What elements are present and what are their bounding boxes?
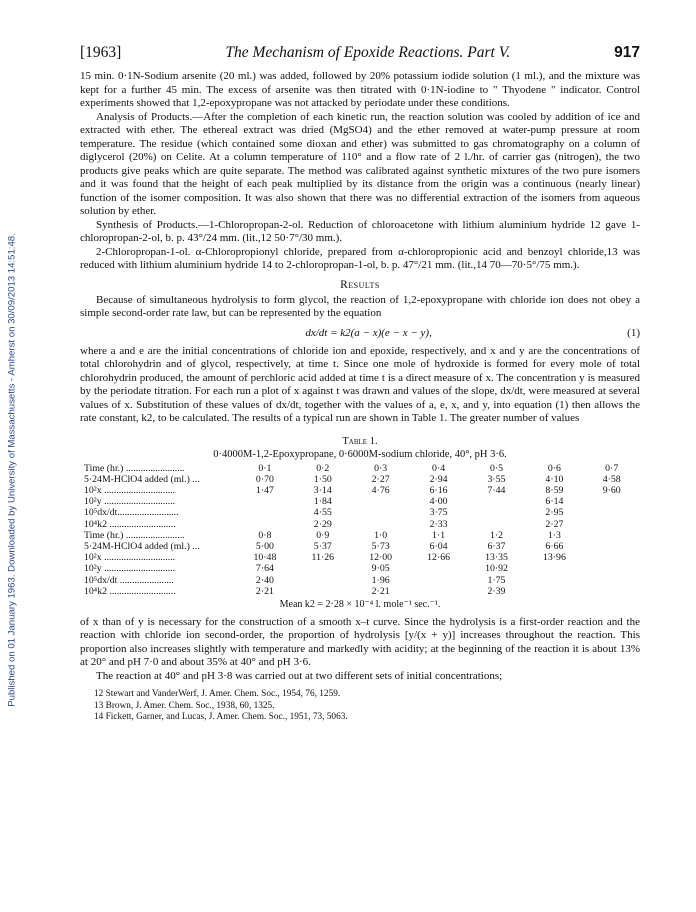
paragraph-1: 15 min. 0·1N-Sodium arsenite (20 ml.) was added, followed by 20% potassium iodide solution (1 ml.), and the mixture was kept for a further 45 min. The excess of arsenite was then titrated with 0·1N-iodine to " Thyodene " indicator. Control experiments showed that 1,2-epoxypropane was not attacked by periodate under these conditions. [80, 70, 640, 109]
table-cell: 1·84 [313, 496, 332, 508]
footnote-13: 13 Brown, J. Amer. Chem. Soc., 1938, 60, 1325. [94, 700, 275, 711]
table-cell: 6·16 [429, 484, 448, 496]
table-cell: 5·73 [371, 540, 390, 552]
table-cell: 6·14 [545, 496, 564, 508]
table-cell: 7·44 [487, 484, 506, 496]
table-cell: 5·37 [313, 540, 332, 552]
running-header [80, 44, 640, 62]
table-cell: 3·75 [429, 507, 448, 519]
table-cell: 2·27 [545, 518, 564, 530]
table-cell [525, 575, 583, 586]
table-cell: 1·47 [255, 484, 274, 496]
row-label: 10⁴k2 ........................... [84, 585, 176, 597]
paragraph-analysis: Analysis of Products.—After the completion of each kinetic run, the reaction solution was cooled by addition of ice and extracted with ether. The ethereal extract was dried (MgSO4) and the ether removed at water-pump pressure at room temperature. The residue (which contained some dioxan and ether) was submitted to gas chromatography on a column of diglycerol (20%) on Celite. At a column temperature of 110° and a flow rate of 2 l./hr. of carrier gas (nitrogen), the two products give peaks which are quite separate. The method was calibrated against synthetic mixtures of the two pure isomers and it was found that the height of each peak multiplied by its distance from the origin was a continuous (nearly linear) function of the isomer composition. It was also shown that there was no differential extraction of the isomers from aqueous solution by ether. [80, 110, 640, 217]
table-cell [468, 496, 526, 507]
table-cell: 0·5 [489, 462, 504, 474]
table-row [80, 586, 640, 597]
equation-1 [80, 327, 640, 339]
equation-number: (1) [627, 326, 640, 339]
table-cell: 0·9 [316, 529, 330, 541]
table-cell [294, 563, 352, 574]
download-watermark [4, 40, 20, 900]
equation-body: dx/dt = k2(a − x)(e − x − y), [305, 326, 432, 339]
table-cell: 0·8 [258, 529, 272, 541]
table-cell: 0·6 [547, 462, 561, 474]
table-cell: 8·59 [545, 484, 564, 496]
table-cell: 1·96 [371, 574, 390, 586]
table-cell: 12·00 [369, 552, 393, 564]
footnote-12: 12 Stewart and VanderWerf, J. Amer. Chem. Soc., 1954, 76, 1259. [94, 689, 341, 700]
table-cell: 10·92 [485, 563, 508, 575]
table-cell: 4·00 [429, 496, 448, 508]
table-cell: 2·33 [429, 518, 448, 530]
table-cell [236, 507, 294, 518]
footnote-14: 14 Fickett, Garner, and Lucas, J. Amer. Chem. Soc., 1951, 73, 5063. [94, 712, 348, 723]
table-cell: 2·21 [255, 585, 274, 597]
table-cell [352, 519, 410, 530]
paragraph-results: Because of simultaneous hydrolysis to form glycol, the reaction of 1,2-epoxypropane with chloride ion does not obey a simple second-order rate law, but can be represented by the equation [80, 293, 640, 319]
mean-rate-constant: Mean k2 = 2·28 × 10⁻⁴ l. mole⁻¹ sec.⁻¹. [279, 598, 441, 610]
row-label: 10²x ............................. [84, 484, 176, 496]
table-cell: 6·04 [429, 540, 448, 552]
paragraph-2-chloropropanol: 2-Chloropropan-1-ol. α-Chloropropionyl chloride, prepared from α-chloropropionic acid and benzoyl chloride,13 was reduced with lithium aluminium hydride 14 to 2-chloropropan-1-ol, b. p. 47°/21 mm. (lit.,14 70—70·5°/75 mm.). [80, 245, 640, 271]
table-row [80, 541, 640, 552]
row-label: 5·24M-HClO4 added (ml.) ... [84, 473, 200, 485]
row-label: 10⁵dx/dt......................... [84, 507, 179, 519]
table-cell: 0·3 [374, 462, 388, 474]
table-cell: 11·26 [311, 552, 335, 564]
table-cell: 0·1 [258, 462, 272, 474]
table-cell: 6·37 [487, 540, 506, 552]
table-row [80, 474, 640, 485]
watermark-text: Published on 01 January 1963. Downloaded by University of Massachusetts - Amherst on 30/09/2013 14:51:48. [6, 233, 18, 707]
paragraph-definitions: where a and e are the initial concentrations of chloride ion and epoxide, respectively, and x and y are the concentrations of total chlorohydrin and of glycol, respectively, at time t. Since one mole of hydroxide is formed for every mole of total chlorohydrin produced, the amount of perchloric acid added at time t is a direct measure of x. The concentration y is measured by the periodate titration. For each run a plot of x against t was drawn and values of the slope, dx/dt, were measured at several values of x. Substitution of these values of dx/dt, together with the values of a, e, x, and y, into equation (1) then allows the rate constant, k2, to be calculated. The results of a typical run are shown in Table 1. The greater number of values [80, 344, 640, 424]
page-number: 917 [614, 44, 640, 61]
table-cell [525, 563, 583, 574]
table-row [80, 552, 640, 563]
table-cell: 2·29 [313, 518, 332, 530]
table-cell: 6·66 [545, 540, 564, 552]
table-cell: 1·2 [489, 529, 504, 541]
table-row [80, 530, 640, 541]
row-label: 10²y ............................. [84, 496, 176, 508]
table-cell: 4·58 [602, 473, 621, 485]
footnotes [80, 689, 640, 724]
table-cell: 1·3 [547, 529, 561, 541]
paper-page [80, 44, 640, 724]
header-title: The Mechanism of Epoxide Reactions. Part V. [225, 44, 511, 61]
table-cell: 12·66 [427, 552, 450, 564]
table-cell: 2·39 [487, 585, 506, 597]
table-cell: 2·40 [255, 574, 274, 586]
row-label: 10⁴k2 ........................... [84, 518, 176, 530]
table-cell: 10·48 [253, 552, 277, 564]
table-row [80, 485, 640, 496]
table-cell: 0·7 [605, 462, 619, 474]
table-cell [468, 507, 526, 518]
table-cell: 5·00 [255, 540, 274, 552]
table-subtitle: 0·4000M-1,2-Epoxypropane, 0·6000M-sodium chloride, 40°, pH 3·6. [213, 448, 507, 460]
table-cell [468, 519, 526, 530]
table-cell: 3·55 [487, 473, 506, 485]
row-label: Time (hr.) ........................ [84, 462, 185, 474]
paragraph-reaction-conditions: The reaction at 40° and pH 3·8 was carried out at two different sets of initial concentrations; [96, 669, 503, 682]
row-label: 5·24M-HClO4 added (ml.) ... [84, 540, 200, 552]
table-cell: 1·1 [432, 529, 446, 541]
table-cell [294, 575, 352, 586]
table-cell: 2·95 [545, 507, 564, 519]
table-cell [583, 507, 640, 518]
data-table [80, 463, 640, 597]
table-cell: 9·05 [371, 563, 390, 575]
paragraph-synthesis: Synthesis of Products.—1-Chloropropan-2-ol. Reduction of chloroacetone with lithium aluminium hydride 12 gave 1-chloropropan-2-ol, b. p. 43°/24 mm. (lit.,12 50·7°/30 mm.). [80, 218, 640, 244]
table-cell: 3·14 [313, 484, 332, 496]
table-cell [583, 496, 640, 507]
table-cell [236, 496, 294, 507]
row-label: 10²y ............................. [84, 563, 176, 575]
table-cell [294, 586, 352, 597]
table-cell: 0·4 [432, 462, 446, 474]
table-caption: Table 1. [342, 435, 378, 447]
table-cell [352, 507, 410, 518]
table-cell: 4·76 [371, 484, 390, 496]
table-row [80, 563, 640, 574]
table-cell [352, 496, 410, 507]
table-cell: 7·64 [255, 563, 274, 575]
table-cell [583, 519, 640, 530]
table-cell: 0·2 [316, 462, 330, 474]
table-row [80, 496, 640, 507]
row-label: 10⁵dx/dt ...................... [84, 574, 174, 586]
table-cell: 9·60 [602, 484, 621, 496]
table-cell: 0·70 [255, 473, 274, 485]
table-cell: 1·75 [487, 574, 506, 586]
header-year: [1963] [80, 44, 122, 61]
table-cell: 4·10 [545, 473, 564, 485]
table-cell [525, 586, 583, 597]
table-cell [410, 575, 468, 586]
table-row [80, 575, 640, 586]
table-cell [410, 586, 468, 597]
table-cell: 13·35 [485, 552, 508, 564]
table-cell: 2·27 [371, 473, 390, 485]
row-label: Time (hr.) ........................ [84, 529, 185, 541]
table-cell [236, 519, 294, 530]
table-cell: 1·0 [374, 529, 388, 541]
table-row [80, 519, 640, 530]
table-cell [410, 563, 468, 574]
table-row [80, 463, 640, 474]
table-row [80, 507, 640, 518]
table-cell: 2·94 [429, 473, 448, 485]
section-heading-results: Results [340, 278, 380, 291]
table-cell: 1·50 [313, 473, 332, 485]
table-cell: 4·55 [313, 507, 332, 519]
row-label: 10²x ............................. [84, 552, 176, 564]
paragraph-hydrolysis: of x than of y is necessary for the construction of a smooth x–t curve. Since the hydrolysis is a first-order reaction and the reaction with chloride ion second-order, the proportion of hydrolysis [y/(x + y)] increases throughout the reaction. This proportion also increases slightly with temperature and markedly with acidity; at the beginning of the reaction it is about 13% at 20° and pH 7·0 and about 35% at 40° and pH 3·6. [80, 615, 640, 669]
table-cell: 2·21 [371, 585, 390, 597]
table-cell: 13·96 [542, 552, 566, 564]
